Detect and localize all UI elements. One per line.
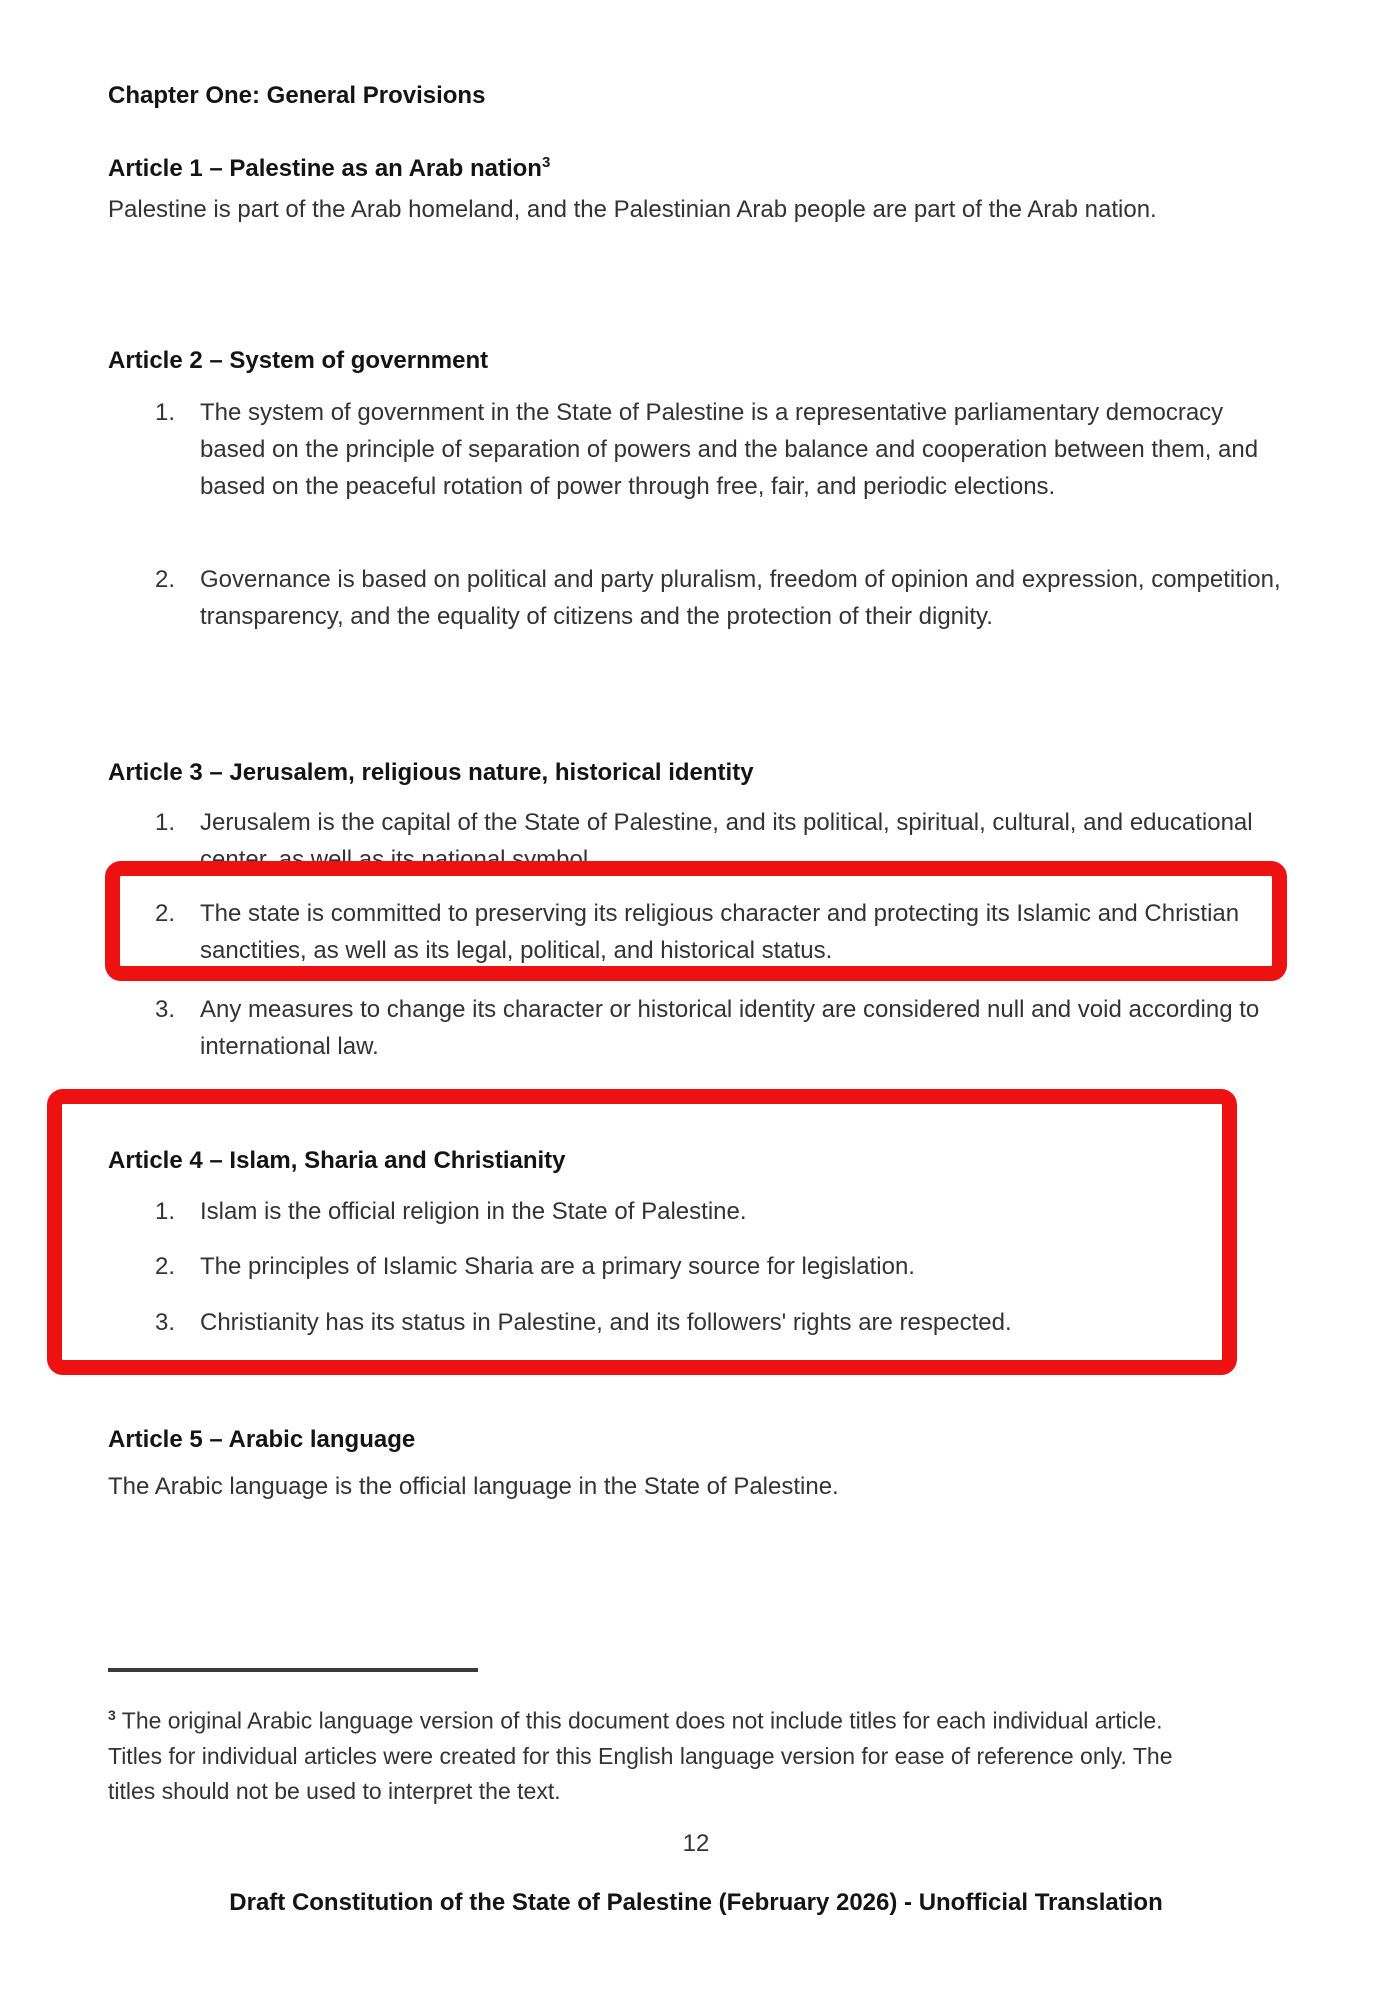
item-text: Jerusalem is the capital of the State of Palestine, and its political, spiritual, cultural, and educational center, as well as its national symbol. (200, 809, 1253, 873)
list-item (0, 394, 1392, 505)
article-1-heading-text: Article 1 – Palestine as an Arab nation (108, 155, 542, 182)
footnote-marker: 3 (108, 1707, 116, 1723)
item-text: Islam is the official religion in the State of Palestine. (200, 1198, 747, 1225)
list-item (0, 804, 1392, 878)
page-footer: Draft Constitution of the State of Palestine (February 2026) - Unofficial Translation (229, 1889, 1163, 1916)
item-number: 2. (155, 566, 176, 593)
item-number: 2. (155, 1253, 176, 1280)
article-1-heading (108, 148, 550, 184)
list-item (0, 1304, 1392, 1341)
article-3-heading: Article 3 – Jerusalem, religious nature, historical identity (108, 759, 754, 786)
list-item (0, 561, 1392, 635)
item-text: The system of government in the State of Palestine is a representative parliamentary democracy based on the principle of separation of powers and the balance and cooperation between them, and based on the peaceful rotation of power through free, fair, and periodic elections. (200, 399, 1259, 500)
item-number: 1. (155, 399, 176, 426)
footnote-text: The original Arabic language version of this document does not include titles for each individual article. Titles for individual articles were created for this English language version for ease of reference only. The titles should not be used to interpret the text. (108, 1707, 1173, 1804)
list-item (0, 1248, 1392, 1285)
item-text: The principles of Islamic Sharia are a primary source for legislation. (200, 1253, 915, 1280)
article-4-heading: Article 4 – Islam, Sharia and Christianity (108, 1147, 566, 1174)
item-text: Governance is based on political and party pluralism, freedom of opinion and expression, competition, transparency, and the equality of citizens and the protection of their dignity. (200, 566, 1281, 630)
list-item (0, 1193, 1392, 1230)
footnote (108, 1698, 1218, 1809)
item-number: 1. (155, 809, 176, 836)
list-item-highlighted (0, 895, 1392, 969)
item-text: The state is committed to preserving its religious character and protecting its Islamic and Christian sanctities, as well as its legal, political, and historical status. (200, 900, 1240, 964)
article-1-body: Palestine is part of the Arab homeland, and the Palestinian Arab people are part of the Arab nation. (108, 196, 1157, 223)
page-number: 12 (682, 1830, 710, 1857)
item-number: 1. (155, 1198, 176, 1225)
item-number: 3. (155, 1309, 176, 1336)
chapter-heading: Chapter One: General Provisions (108, 82, 486, 109)
list-item (0, 991, 1392, 1065)
footnote-reference-mark: 3 (541, 154, 551, 171)
article-5-body: The Arabic language is the official language in the State of Palestine. (108, 1473, 839, 1500)
item-number: 2. (155, 900, 176, 927)
item-number: 3. (155, 996, 176, 1023)
article-2-heading: Article 2 – System of government (108, 347, 489, 374)
item-text: Any measures to change its character or historical identity are considered null and void according to international law. (200, 996, 1260, 1060)
footnote-divider (108, 1668, 478, 1672)
article-5-heading: Article 5 – Arabic language (108, 1426, 416, 1453)
item-text: Christianity has its status in Palestine, and its followers' rights are respected. (200, 1309, 1012, 1336)
